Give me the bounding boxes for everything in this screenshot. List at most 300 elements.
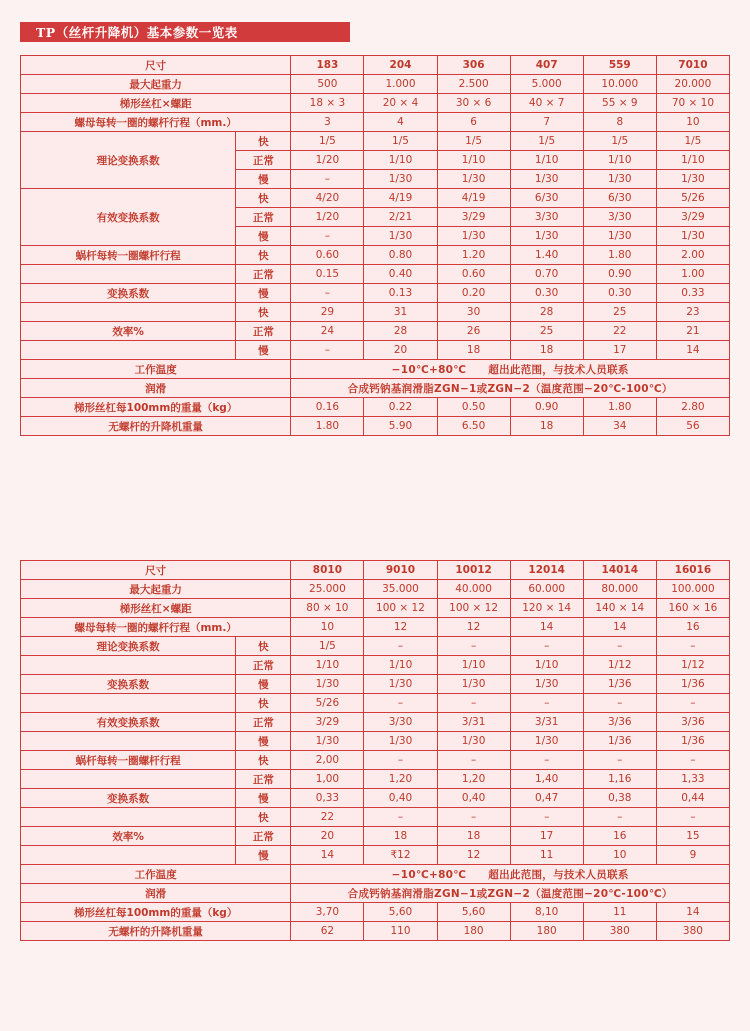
row-label-weight-100mm: 梯形丝杠每100mm的重量（kg）	[21, 398, 291, 417]
table-row	[21, 580, 730, 599]
cell: 380	[656, 922, 729, 941]
cell: 0.80	[364, 246, 437, 265]
row-label-blank	[21, 265, 236, 284]
cell: –	[364, 637, 437, 656]
cell: 110	[364, 922, 437, 941]
cell: 12	[437, 618, 510, 637]
cell: 1/30	[291, 732, 364, 751]
table-row	[21, 922, 730, 941]
table-row	[21, 341, 730, 360]
cell: –	[656, 751, 729, 770]
cell: 1/30	[583, 170, 656, 189]
cell: 120 × 14	[510, 599, 583, 618]
cell-lubrication-note: 合成钙钠基润滑脂ZGN−1或ZGN−2（温度范围−20℃-100℃）	[291, 379, 730, 398]
cell: 1/5	[656, 132, 729, 151]
cell: 204	[364, 56, 437, 75]
speed-slow: 慢	[236, 732, 291, 751]
row-label-blank	[21, 341, 236, 360]
cell: 8,10	[510, 903, 583, 922]
cell: 3,70	[291, 903, 364, 922]
cell: 1/36	[656, 675, 729, 694]
cell: 0.15	[291, 265, 364, 284]
row-label-efficiency: 效率%	[21, 827, 236, 846]
cell: 3/36	[656, 713, 729, 732]
cell: ₹12	[364, 846, 437, 865]
cell: 1/10	[364, 656, 437, 675]
row-label-blank	[21, 770, 236, 789]
cell: 5.000	[510, 75, 583, 94]
cell: 180	[437, 922, 510, 941]
row-label-work-temp: 工作温度	[21, 865, 291, 884]
cell: 40 × 7	[510, 94, 583, 113]
speed-fast: 快	[236, 303, 291, 322]
cell: 1/30	[364, 732, 437, 751]
table-row	[21, 637, 730, 656]
speed-slow: 慢	[236, 341, 291, 360]
table-row	[21, 751, 730, 770]
table-row	[21, 561, 730, 580]
cell: 9010	[364, 561, 437, 580]
cell: 1/10	[656, 151, 729, 170]
cell: 1/30	[364, 675, 437, 694]
cell: 1/30	[510, 227, 583, 246]
cell: 180	[510, 922, 583, 941]
cell: 4/19	[437, 189, 510, 208]
cell: –	[364, 694, 437, 713]
cell: 2.500	[437, 75, 510, 94]
cell: 2/21	[364, 208, 437, 227]
speed-fast: 快	[236, 694, 291, 713]
spec-table-2	[20, 560, 730, 941]
cell: 1/10	[437, 656, 510, 675]
cell: 20.000	[656, 75, 729, 94]
table-row	[21, 865, 730, 884]
row-label-ratio: 变换系数	[21, 789, 236, 808]
cell: 1/10	[510, 656, 583, 675]
cell: 0.30	[583, 284, 656, 303]
row-label-blank	[21, 656, 236, 675]
speed-fast: 快	[236, 132, 291, 151]
cell: 1.80	[583, 398, 656, 417]
cell: 16016	[656, 561, 729, 580]
cell: 1/12	[656, 656, 729, 675]
cell-lubrication-note: 合成钙钠基润滑脂ZGN−1或ZGN−2（温度范围−20℃-100℃）	[291, 884, 730, 903]
spec-table-2-wrapper	[20, 560, 730, 941]
cell: 0.90	[510, 398, 583, 417]
speed-normal: 正常	[236, 827, 291, 846]
cell: 6/30	[510, 189, 583, 208]
cell: 1,00	[291, 770, 364, 789]
row-label-weight-no-worm: 无螺杆的升降机重量	[21, 417, 291, 436]
cell: 1/30	[291, 675, 364, 694]
cell: 1/5	[291, 132, 364, 151]
cell: 70 × 10	[656, 94, 729, 113]
cell: 0.60	[437, 265, 510, 284]
table-row	[21, 56, 730, 75]
cell: 1/5	[291, 637, 364, 656]
cell: 11	[510, 846, 583, 865]
cell: 22	[583, 322, 656, 341]
cell: 55 × 9	[583, 94, 656, 113]
cell: 1/30	[510, 675, 583, 694]
table-row	[21, 713, 730, 732]
row-label-max-lift: 最大起重力	[21, 580, 291, 599]
cell: 1/30	[510, 170, 583, 189]
cell: 7	[510, 113, 583, 132]
table-row	[21, 827, 730, 846]
cell: 5.90	[364, 417, 437, 436]
table-row	[21, 398, 730, 417]
table-row	[21, 599, 730, 618]
row-label-blank	[21, 303, 236, 322]
cell: –	[583, 637, 656, 656]
cell: 1,16	[583, 770, 656, 789]
cell: 0.40	[364, 265, 437, 284]
cell: 23	[656, 303, 729, 322]
row-label-worm-travel: 蜗杆每转一圈螺杆行程	[21, 751, 236, 770]
cell: 5,60	[364, 903, 437, 922]
cell: 1/5	[510, 132, 583, 151]
cell: –	[437, 808, 510, 827]
cell: 2.00	[656, 246, 729, 265]
cell: –	[510, 808, 583, 827]
cell: 12	[364, 618, 437, 637]
cell: 1/5	[437, 132, 510, 151]
cell: 4/20	[291, 189, 364, 208]
row-label-size: 尺寸	[21, 561, 291, 580]
speed-slow: 慢	[236, 789, 291, 808]
cell: 3/31	[437, 713, 510, 732]
cell: 56	[656, 417, 729, 436]
cell: 1/10	[364, 151, 437, 170]
cell: –	[510, 637, 583, 656]
cell: 140 × 14	[583, 599, 656, 618]
cell: 0.20	[437, 284, 510, 303]
cell: 20	[364, 341, 437, 360]
cell: –	[437, 694, 510, 713]
cell: 10012	[437, 561, 510, 580]
cell: 407	[510, 56, 583, 75]
cell: 60.000	[510, 580, 583, 599]
speed-normal: 正常	[236, 322, 291, 341]
cell: 1/30	[583, 227, 656, 246]
row-label-ratio: 变换系数	[21, 675, 236, 694]
cell: 1/30	[364, 227, 437, 246]
row-label-weight-100mm: 梯形丝杠每100mm的重量（kg）	[21, 903, 291, 922]
row-label-effective-ratio: 有效变换系数	[21, 713, 236, 732]
cell: 30	[437, 303, 510, 322]
cell: –	[364, 808, 437, 827]
cell: 1/30	[437, 227, 510, 246]
cell: –	[291, 227, 364, 246]
cell: –	[656, 808, 729, 827]
cell: –	[437, 637, 510, 656]
cell: 559	[583, 56, 656, 75]
speed-normal: 正常	[236, 770, 291, 789]
cell: 24	[291, 322, 364, 341]
cell: 4/19	[364, 189, 437, 208]
cell: 15	[656, 827, 729, 846]
cell: 31	[364, 303, 437, 322]
speed-fast: 快	[236, 189, 291, 208]
cell: 7010	[656, 56, 729, 75]
table-row	[21, 265, 730, 284]
cell: 11	[583, 903, 656, 922]
cell: 0.33	[656, 284, 729, 303]
row-label-theory-ratio: 理论变换系数	[21, 637, 236, 656]
cell: 10	[656, 113, 729, 132]
speed-normal: 正常	[236, 208, 291, 227]
table-row	[21, 322, 730, 341]
cell-temp-note	[291, 865, 730, 884]
cell: 21	[656, 322, 729, 341]
cell: 1/30	[437, 732, 510, 751]
cell: 1.000	[364, 75, 437, 94]
cell: –	[510, 694, 583, 713]
cell: 306	[437, 56, 510, 75]
table-row	[21, 618, 730, 637]
temp-range: −10℃+80℃	[391, 363, 467, 376]
page-title: TP（丝杆升降机）基本参数一览表	[36, 25, 238, 40]
cell: 28	[364, 322, 437, 341]
cell: 16	[656, 618, 729, 637]
cell: 0,38	[583, 789, 656, 808]
cell: 6	[437, 113, 510, 132]
table-row	[21, 132, 730, 151]
cell: –	[291, 341, 364, 360]
cell: 12	[437, 846, 510, 865]
cell: –	[291, 170, 364, 189]
cell: 28	[510, 303, 583, 322]
cell: 5,60	[437, 903, 510, 922]
cell: 3/31	[510, 713, 583, 732]
cell: 17	[583, 341, 656, 360]
cell: –	[583, 751, 656, 770]
row-label-screw-pitch: 梯形丝杠×螺距	[21, 599, 291, 618]
cell: 3/29	[437, 208, 510, 227]
cell: 0.50	[437, 398, 510, 417]
cell: 1/12	[583, 656, 656, 675]
cell: 10	[291, 618, 364, 637]
cell: 1,20	[437, 770, 510, 789]
speed-fast: 快	[236, 808, 291, 827]
cell: 0.22	[364, 398, 437, 417]
cell: 80 × 10	[291, 599, 364, 618]
cell: 100.000	[656, 580, 729, 599]
cell: 0.90	[583, 265, 656, 284]
cell: 22	[291, 808, 364, 827]
table-row	[21, 246, 730, 265]
temp-extra: 超出此范围，与技术人员联系	[488, 363, 629, 376]
spec-table-1	[20, 55, 730, 436]
cell: 1/5	[583, 132, 656, 151]
cell: 14	[656, 341, 729, 360]
row-label-work-temp: 工作温度	[21, 360, 291, 379]
row-label-nut-travel: 螺母每转一圈的螺杆行程（mm.）	[21, 618, 291, 637]
cell: 0,40	[437, 789, 510, 808]
table-row	[21, 303, 730, 322]
cell: 14	[510, 618, 583, 637]
cell: 1/36	[656, 732, 729, 751]
cell: 4	[364, 113, 437, 132]
cell: 0.16	[291, 398, 364, 417]
row-label-weight-no-worm: 无螺杆的升降机重量	[21, 922, 291, 941]
speed-normal: 正常	[236, 151, 291, 170]
table-row	[21, 379, 730, 398]
cell: 3/29	[291, 713, 364, 732]
cell: 1,33	[656, 770, 729, 789]
cell: 80.000	[583, 580, 656, 599]
table-row	[21, 903, 730, 922]
row-label-ratio: 变换系数	[21, 284, 236, 303]
cell: 380	[583, 922, 656, 941]
table-row	[21, 360, 730, 379]
cell: 35.000	[364, 580, 437, 599]
speed-slow: 慢	[236, 170, 291, 189]
cell: –	[437, 751, 510, 770]
table-row	[21, 846, 730, 865]
cell: 1.80	[291, 417, 364, 436]
row-label-lubrication: 润滑	[21, 379, 291, 398]
row-label-effective-ratio: 有效变换系数	[21, 189, 236, 246]
cell: 25.000	[291, 580, 364, 599]
cell: –	[656, 694, 729, 713]
cell: 62	[291, 922, 364, 941]
row-label-blank	[21, 694, 236, 713]
cell: 14	[656, 903, 729, 922]
cell: 1/10	[291, 656, 364, 675]
row-label-blank	[21, 846, 236, 865]
cell: 1/5	[364, 132, 437, 151]
cell: 1/20	[291, 208, 364, 227]
cell: 0,44	[656, 789, 729, 808]
cell: 500	[291, 75, 364, 94]
speed-normal: 正常	[236, 656, 291, 675]
cell: 1/30	[656, 170, 729, 189]
cell: 1.20	[437, 246, 510, 265]
table-row	[21, 884, 730, 903]
cell: 17	[510, 827, 583, 846]
row-label-blank	[21, 732, 236, 751]
document-title-bar	[20, 22, 350, 42]
cell: 1/36	[583, 732, 656, 751]
cell: 18	[437, 827, 510, 846]
cell: 6.50	[437, 417, 510, 436]
cell: 5/26	[656, 189, 729, 208]
cell: 3/36	[583, 713, 656, 732]
speed-normal: 正常	[236, 265, 291, 284]
speed-slow: 慢	[236, 675, 291, 694]
cell: 40.000	[437, 580, 510, 599]
cell: 2.80	[656, 398, 729, 417]
table-row	[21, 75, 730, 94]
cell: 30 × 6	[437, 94, 510, 113]
cell: –	[510, 751, 583, 770]
speed-normal: 正常	[236, 713, 291, 732]
cell: 26	[437, 322, 510, 341]
cell: 1/10	[437, 151, 510, 170]
table-row	[21, 113, 730, 132]
cell: –	[583, 808, 656, 827]
cell: 1/10	[583, 151, 656, 170]
cell: 9	[656, 846, 729, 865]
cell: 1.80	[583, 246, 656, 265]
cell: 3/30	[510, 208, 583, 227]
cell: 2,00	[291, 751, 364, 770]
cell: 3/29	[656, 208, 729, 227]
cell: 1/30	[437, 675, 510, 694]
cell: 8	[583, 113, 656, 132]
table-row	[21, 189, 730, 208]
cell: 1,40	[510, 770, 583, 789]
cell: 100 × 12	[437, 599, 510, 618]
cell: 1/10	[510, 151, 583, 170]
cell: 1/36	[583, 675, 656, 694]
cell: 1/30	[437, 170, 510, 189]
speed-fast: 快	[236, 246, 291, 265]
cell: –	[364, 751, 437, 770]
table-row	[21, 656, 730, 675]
cell: 25	[510, 322, 583, 341]
cell: 1.40	[510, 246, 583, 265]
cell: 20 × 4	[364, 94, 437, 113]
cell: 3/30	[364, 713, 437, 732]
speed-slow: 慢	[236, 846, 291, 865]
row-label-lubrication: 润滑	[21, 884, 291, 903]
speed-fast: 快	[236, 637, 291, 656]
cell: 160 × 16	[656, 599, 729, 618]
cell: 18	[364, 827, 437, 846]
row-label-theory-ratio: 理论变换系数	[21, 132, 236, 189]
temp-extra: 超出此范围，与技术人员联系	[488, 868, 629, 881]
cell: 1/30	[656, 227, 729, 246]
table-row	[21, 675, 730, 694]
cell: 10	[583, 846, 656, 865]
cell: 1.00	[656, 265, 729, 284]
cell: 14014	[583, 561, 656, 580]
cell: –	[291, 284, 364, 303]
cell-temp-note	[291, 360, 730, 379]
cell: 0.30	[510, 284, 583, 303]
cell: 100 × 12	[364, 599, 437, 618]
cell: 18	[510, 417, 583, 436]
speed-slow: 慢	[236, 227, 291, 246]
cell: 0.60	[291, 246, 364, 265]
cell: 18	[437, 341, 510, 360]
cell: 0,33	[291, 789, 364, 808]
cell: 10.000	[583, 75, 656, 94]
speed-fast: 快	[236, 751, 291, 770]
spec-table-1-wrapper	[20, 55, 730, 436]
cell: 5/26	[291, 694, 364, 713]
cell: 14	[291, 846, 364, 865]
row-label-efficiency: 效率%	[21, 322, 236, 341]
table-row	[21, 732, 730, 751]
cell: 1/20	[291, 151, 364, 170]
temp-range: −10℃+80℃	[391, 868, 467, 881]
cell: 0,40	[364, 789, 437, 808]
cell: 1/30	[510, 732, 583, 751]
cell: –	[583, 694, 656, 713]
cell: 18	[510, 341, 583, 360]
row-label-max-lift: 最大起重力	[21, 75, 291, 94]
cell: 1,20	[364, 770, 437, 789]
cell: 183	[291, 56, 364, 75]
table-row	[21, 417, 730, 436]
cell: 18 × 3	[291, 94, 364, 113]
row-label-blank	[21, 808, 236, 827]
cell: 20	[291, 827, 364, 846]
